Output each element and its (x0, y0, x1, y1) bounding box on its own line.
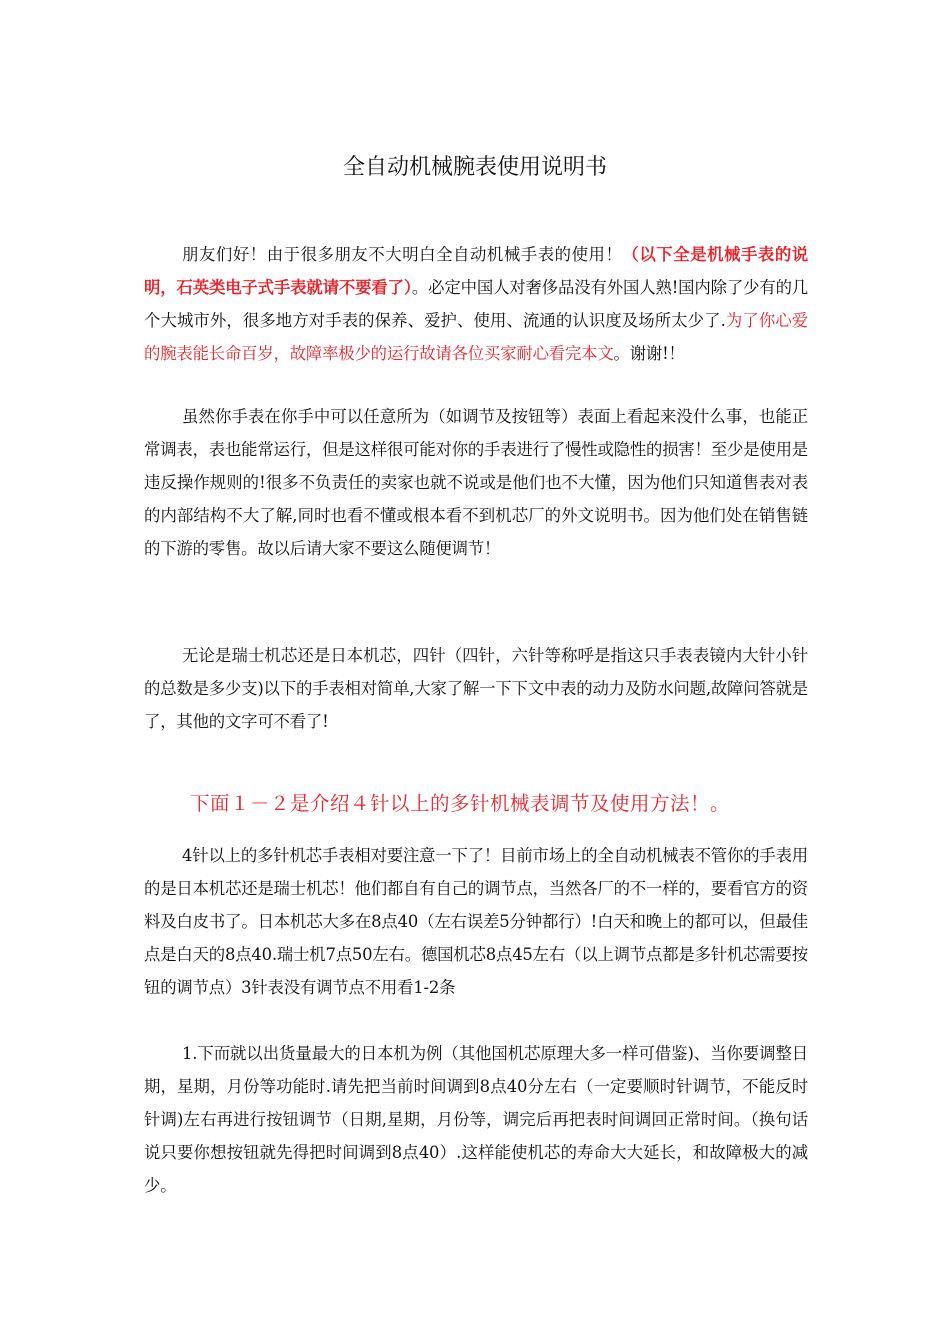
warning-paragraph: 虽然你手表在你手中可以任意所为（如调节及按钮等）表面上看起来没什么事，也能正常调表，表也能常运行，但是这样很可能对你的手表进行了慢性或隐性的损害！至少是使用是违反操作规则的!很多不负责任的卖家也就不说或是他们也不大懂，因为他们只知道售表对表的内部结构不大了解,同时也看不懂或根本看不到机芯厂的外文说明书。因为他们处在销售链的下游的零售。故以后请大家不要这么随便调节！ (144, 407, 808, 558)
mechanical-only-notice: （以下全是机械手表的说明，石英类电子式手表就请不要看了） (144, 245, 808, 297)
step-1-paragraph: 1.下而就以出货量最大的日本机为例（其他国机芯原理大多一样可借鉴)、当你要调整日期，星期，月份等功能时.请先把当前时间调到8点40分左右（一定要顺时针调节，不能反时针调)左右再进行按钮调节（日期,星期，月份等，调完后再把表时间调回正常时间。（换句话说只要你想按钮就先得把时间调到8点40）.这样能使机芯的寿命大大延长，和故障极大的减少。 (144, 1044, 808, 1195)
read-carefully-notice: 为了你心爱的腕表能长命百岁，故障率极少的运行故请各位买家耐心看完本文 (144, 311, 808, 363)
adjustment-point-paragraph: 4针以上的多针机芯手表相对要注意一下了！目前市场上的全自动机械表不管你的手表用的是日本机芯还是瑞士机芯！他们都自有自己的调节点，当然各厂的不一样的，要看官方的资料及白皮书了。日本机芯大多在8点40（左右误差5分钟都行）!白天和晚上的都可以，但最佳点是白天的8点40.瑞士机7点50左右。德国机芯8点45左右（以上调节点都是多针机芯需要按钮的调节点）3针表没有调节点不用看1-2条 (144, 846, 808, 997)
movement-types-paragraph: 无论是瑞士机芯还是日本机芯，四针（四针，六针等称呼是指这只手表表镜内大针小针的总数是多少支)以下的手表相对简单,大家了解一下下文中表的动力及防水问题,故障问答就是了，其他的文字可不看了! (144, 646, 808, 731)
section-heading: 下面１－２是介绍４针以上的多针机械表调节及使用方法！。 (190, 792, 731, 815)
intro-paragraph (144, 238, 808, 370)
thanks-text: 。谢谢!！ (613, 344, 685, 363)
intro-text-continued: 。必定中国人对奢侈品没有外国人熟!国内除了少有的几个大城市外，很多地方对手表的保养、爱护、使用、流通的认识度及场所太少了. (144, 278, 808, 330)
document-title: 全自动机械腕表使用说明书 (342, 155, 607, 180)
intro-text: 朋友们好！由于很多朋友不大明白全自动机械手表的使用！ (182, 245, 623, 264)
